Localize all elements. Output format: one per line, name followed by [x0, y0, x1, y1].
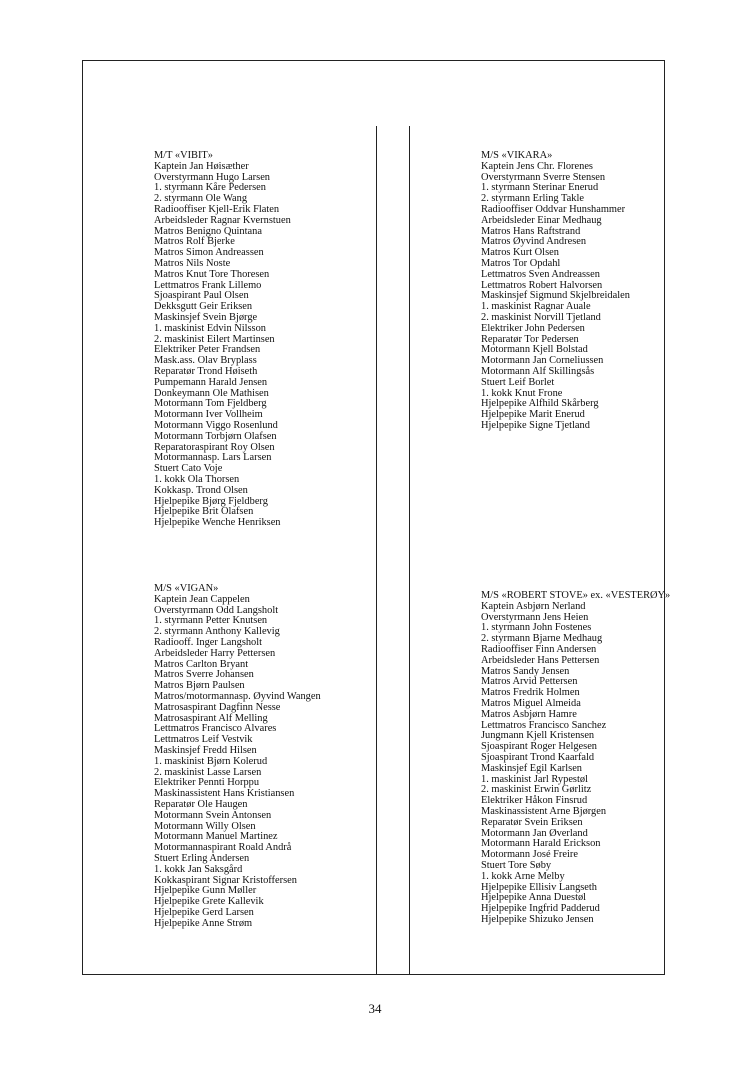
crew-member: Sjoaspirant Paul Olsen	[154, 290, 249, 302]
crew-member: Elektriker Pennti Horppu	[154, 777, 260, 789]
ship-title: M/S «VIGAN»	[154, 583, 219, 594]
crew-member: Arbeidsleder Hans Pettersen	[481, 654, 600, 666]
crew-member: Matros Øyvind Andresen	[481, 236, 587, 248]
crew-member: Elektriker Håkon Finsrud	[481, 795, 588, 807]
crew-member: Reparatoraspirant Roy Olsen	[154, 441, 275, 453]
crew-member: Lettmatros Leif Vestvik	[154, 734, 253, 746]
crew-member: Motormann Torbjørn Olafsen	[154, 430, 277, 442]
crew-list-robert-stove	[481, 591, 670, 926]
crew-member: Stuert Tore Søby	[481, 859, 552, 871]
crew-member: Overstyrmann Odd Langsholt	[154, 604, 279, 616]
crew-member: Matros Sandy Jensen	[481, 665, 570, 677]
crew-member: 1. kokk Arne Melby	[481, 870, 565, 882]
crew-member: Reparatør Ole Haugen	[154, 798, 248, 810]
crew-member: Matros Carlton Bryant	[154, 658, 249, 670]
crew-member: Hjelpepike Anna Duestøl	[481, 892, 587, 904]
crew-member: Maskinsjef Fredd Hilsen	[154, 744, 257, 756]
crew-member: Motormannaspirant Roald Andrå	[154, 842, 292, 854]
crew-member: Kaptein Jean Cappelen	[154, 593, 250, 605]
crew-member: Maskinsjef Svein Bjørge	[154, 311, 258, 323]
crew-member: Hjelpepike Wenche Henriksen	[154, 517, 281, 529]
crew-member: Matros Bjørn Paulsen	[154, 680, 245, 692]
crew-member: 1. styrmann Kåre Pedersen	[154, 182, 266, 194]
crew-member: Radiooffiser Finn Andersen	[481, 643, 597, 655]
crew-member: Stuert Erling Andersen	[154, 852, 250, 864]
crew-member: 2. maskinist Erwin Gørlitz	[481, 784, 592, 796]
crew-member: Matros Fredrik Holmen	[481, 687, 580, 699]
crew-member: Lettmatros Francisco Alvares	[154, 723, 277, 735]
crew-member: Matros Miguel Almeida	[481, 697, 581, 709]
crew-member: Hjelpepike Ellisiv Langseth	[481, 881, 598, 893]
crew-member: Kokkaspirant Signar Kristoffersen	[154, 874, 297, 886]
page-number: 34	[368, 1001, 382, 1016]
crew-member: Arbeidsleder Harry Pettersen	[154, 647, 276, 659]
crew-member: Hjelpepike Shizuko Jensen	[481, 913, 594, 925]
crew-member: Motormannasp. Lars Larsen	[154, 452, 272, 464]
crew-member: Radiooffiser Kjell-Erik Flaten	[154, 203, 280, 215]
crew-member: Lettmatros Robert Halvorsen	[481, 279, 603, 291]
crew-member: Lettmatros Sven Andreassen	[481, 268, 600, 280]
crew-member: Motormann Viggo Rosenlund	[154, 419, 278, 431]
crew-member: Sjoaspirant Trond Kaarfald	[481, 751, 595, 763]
crew-member: Overstyrmann Sverre Stensen	[481, 171, 606, 183]
crew-member: Kaptein Jens Chr. Florenes	[481, 160, 593, 172]
crew-member: Hjelpepike Grete Kallevik	[154, 896, 264, 908]
crew-member: Maskinassistent Arne Bjørgen	[481, 805, 607, 817]
crew-member: Hjelpepike Gerd Larsen	[154, 906, 254, 918]
ship-title: M/T «VIBIT»	[154, 150, 213, 161]
crew-member: Matros Asbjørn Hamre	[481, 708, 577, 720]
crew-member: 1. maskinist Ragnar Auale	[481, 301, 591, 313]
crew-member: Matros Sverre Johansen	[154, 669, 254, 681]
crew-member: 1. kokk Jan Saksgård	[154, 863, 243, 875]
crew-member: 1. kokk Ola Thorsen	[154, 473, 240, 485]
crew-member: 1. maskinist Jarl Rypestøl	[481, 773, 588, 785]
crew-member: Hjelpepike Bjørg Fjeldberg	[154, 495, 268, 507]
crew-member: Matros Benigno Quintana	[154, 225, 262, 237]
crew-member: 1. maskinist Bjørn Kolerud	[154, 755, 268, 767]
crew-member: Motormann Kjell Bolstad	[481, 344, 588, 356]
crew-member: Hjelpepike Gunn Møller	[154, 885, 257, 897]
crew-member: Motormann Harald Erickson	[481, 838, 601, 850]
crew-member: Radiooffiser Oddvar Hunshammer	[481, 203, 626, 215]
crew-member: Arbeidsleder Ragnar Kvernstuen	[154, 214, 291, 226]
crew-member: Motormann Tom Fjeldberg	[154, 398, 267, 410]
crew-member: Matros Simon Andreassen	[154, 247, 264, 259]
crew-member: Elektriker John Pedersen	[481, 322, 585, 334]
crew-member: Hjelpepike Ingfrid Padderud	[481, 903, 600, 915]
crew-member: Kaptein Jan Høisæther	[154, 160, 249, 172]
column-divider-left	[376, 126, 377, 975]
crew-member: Mask.ass. Olav Bryplass	[154, 355, 257, 367]
column-divider-right	[409, 126, 410, 975]
crew-member: Matros/motormannasp. Øyvind Wangen	[154, 690, 321, 702]
crew-member: 2. styrmann Anthony Kallevig	[154, 626, 280, 638]
crew-member: 2. styrmann Ole Wang	[154, 193, 248, 205]
crew-member: Maskinsjef Sigmund Skjelbreidalen	[481, 290, 630, 302]
crew-member: Motormann Manuel Martinez	[154, 831, 278, 843]
crew-member: Matros Hans Raftstrand	[481, 225, 581, 237]
crew-member: Donkeymann Ole Mathisen	[154, 387, 269, 399]
crew-member: Matros Knut Tore Thoresen	[154, 268, 270, 280]
crew-member: Kaptein Asbjørn Nerland	[481, 600, 586, 612]
crew-member: Kokkasp. Trond Olsen	[154, 484, 248, 496]
crew-member: Stuert Leif Borlet	[481, 376, 555, 388]
crew-member: Matros Rolf Bjerke	[154, 236, 235, 248]
crew-member: 1. maskinist Edvin Nilsson	[154, 322, 266, 334]
crew-member: Matrosaspirant Alf Melling	[154, 712, 268, 724]
crew-member: Motormann Svein Antonsen	[154, 809, 272, 821]
crew-member: Motormann Iver Vollheim	[154, 409, 263, 421]
ship-title: M/S «VIKARA»	[481, 150, 553, 161]
crew-member: Hjelpepike Signe Tjetland	[481, 419, 590, 431]
crew-member: Matros Nils Noste	[154, 257, 231, 269]
crew-member: Motormann Jan Øverland	[481, 827, 588, 839]
crew-member: Overstyrmann Jens Heien	[481, 611, 589, 623]
crew-member: Motormann Jan Corneliussen	[481, 355, 604, 367]
crew-member: 1. styrmann Sterinar Enerud	[481, 182, 599, 194]
crew-member: Reparatør Trond Høiseth	[154, 365, 258, 377]
crew-member: 1. styrmann Petter Knutsen	[154, 615, 268, 627]
crew-member: Jungmann Kjell Kristensen	[481, 730, 595, 742]
crew-member: Hjelpepike Anne Strøm	[154, 917, 253, 929]
crew-member: Matrosaspirant Dagfinn Nesse	[154, 701, 281, 713]
crew-member: Matros Kurt Olsen	[481, 247, 559, 259]
crew-member: Stuert Cato Voje	[154, 463, 223, 475]
crew-member: Radiooff. Inger Langsholt	[154, 636, 263, 648]
crew-member: Motormann Alf Skillingsås	[481, 365, 595, 377]
crew-member: Pumpemann Harald Jensen	[154, 376, 268, 388]
crew-member: 2. maskinist Norvill Tjetland	[481, 311, 601, 323]
crew-list-vigan	[154, 584, 321, 930]
crew-member: Hjelpepike Alfhild Skårberg	[481, 398, 599, 410]
crew-member: Lettmatros Frank Lillemo	[154, 279, 262, 291]
crew-member: 2. maskinist Lasse Larsen	[154, 766, 262, 778]
crew-member: Elektriker Peter Frandsen	[154, 344, 261, 356]
crew-member: Hjelpepike Marit Enerud	[481, 409, 585, 421]
crew-member: Matros Arvid Pettersen	[481, 676, 578, 688]
crew-member: Overstyrmann Hugo Larsen	[154, 171, 270, 183]
crew-member: 2. styrmann Erling Takle	[481, 193, 584, 205]
crew-member: Maskinassistent Hans Kristiansen	[154, 788, 295, 800]
crew-member: Motormann José Freire	[481, 849, 578, 861]
crew-member: Dekksgutt Geir Eriksen	[154, 301, 253, 313]
crew-member: Reparatør Tor Pedersen	[481, 333, 579, 345]
crew-member: Motormann Willy Olsen	[154, 820, 256, 832]
crew-member: Lettmatros Francisco Sanchez	[481, 719, 607, 731]
crew-list-vibit	[154, 151, 291, 529]
ship-title: M/S «ROBERT STOVE» ex. «VESTERØY»	[481, 590, 671, 601]
crew-member: 2. maskinist Eilert Martinsen	[154, 333, 275, 345]
crew-member: 2. styrmann Bjarne Medhaug	[481, 633, 603, 645]
crew-member: Reparatør Svein Eriksen	[481, 816, 583, 828]
crew-member: Hjelpepike Brit Olafsen	[154, 506, 254, 518]
crew-member: 1. kokk Knut Frone	[481, 387, 563, 399]
crew-member: Matros Tor Opdahl	[481, 257, 561, 269]
crew-member: 1. styrmann John Fostenes	[481, 622, 592, 634]
crew-list-vikara	[481, 151, 630, 432]
crew-member: Sjoaspirant Roger Helgesen	[481, 741, 598, 753]
crew-member: Maskinsjef Egil Karlsen	[481, 762, 582, 774]
crew-member: Arbeidsleder Einar Medhaug	[481, 214, 602, 226]
